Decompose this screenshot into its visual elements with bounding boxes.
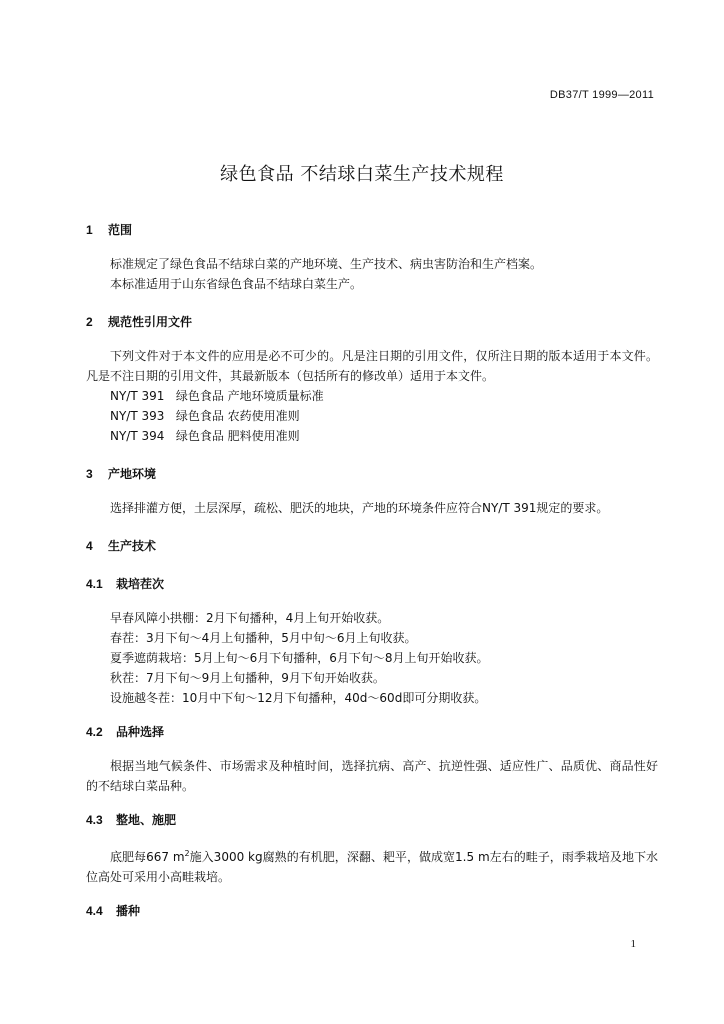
section-heading-3: 3 产地环境	[86, 467, 157, 481]
cropping-line: 夏季遮荫栽培：5月上旬～6月下旬播种，6月下旬～8月上旬开始收获。	[110, 651, 489, 665]
environment-line: 选择排灌方便，土层深厚，疏松、肥沃的地块，产地的环境条件应符合NY/T 391规定的要求。	[110, 501, 609, 515]
page-number: 1	[630, 938, 636, 950]
variety-paragraph: 根据当地气候条件、市场需求及种植时间，选择抗病、高产、抗逆性强、适应性广、品质优、商品性好的不结球白菜品种。	[86, 759, 658, 793]
subsection-heading-4-3: 4.3 整地、施肥	[86, 813, 177, 827]
document-title: 绿色食品 不结球白菜生产技术规程	[220, 164, 504, 185]
section-heading-4: 4 生产技术	[86, 539, 157, 553]
cropping-line: 设施越冬茬：10月中下旬～12月下旬播种，40d～60d即可分期收获。	[110, 691, 487, 705]
fertilizer-paragraph: 底肥每667 $m^2$施入3000 kg腐熟的有机肥，深翻、耙平，做成宽1.5 m左右的畦子，雨季栽培及地下水位高处可采用小高畦栽培。	[86, 849, 658, 884]
cropping-line: 早春风障小拱棚：2月下旬播种，4月上旬开始收获。	[110, 611, 390, 625]
subsection-heading-4-4: 4.4 播种	[86, 904, 141, 918]
normative-references-paragraph: 下列文件对于本文件的应用是必不可少的。凡是注日期的引用文件，仅所注日期的版本适用于本文件。凡是不注日期的引用文件，其最新版本（包括所有的修改单）适用于本文件。	[86, 349, 658, 383]
scope-line: 标准规定了绿色食品不结球白菜的产地环境、生产技术、病虫害防治和生产档案。	[110, 257, 543, 271]
reference-item: NY/T 393 绿色食品 农药使用准则	[110, 409, 300, 423]
cropping-line: 秋茬：7月下旬～9月上旬播种，9月下旬开始收获。	[110, 671, 385, 685]
section-heading-2: 2 规范性引用文件	[86, 315, 193, 329]
subsection-heading-4-2: 4.2 品种选择	[86, 725, 165, 739]
section-heading-1: 1 范围	[86, 223, 133, 237]
document-body	[86, 220, 658, 921]
standard-code: DB37/T 1999—2011	[549, 89, 654, 101]
cropping-line: 春茬：3月下旬～4月上旬播种，5月中旬～6月上旬收获。	[110, 631, 417, 645]
reference-item: NY/T 394 绿色食品 肥料使用准则	[110, 429, 300, 443]
subsection-heading-4-1: 4.1 栽培茬次	[86, 577, 165, 591]
scope-line: 本标准适用于山东省绿色食品不结球白菜生产。	[110, 277, 363, 291]
reference-item: NY/T 391 绿色食品 产地环境质量标准	[110, 389, 324, 403]
